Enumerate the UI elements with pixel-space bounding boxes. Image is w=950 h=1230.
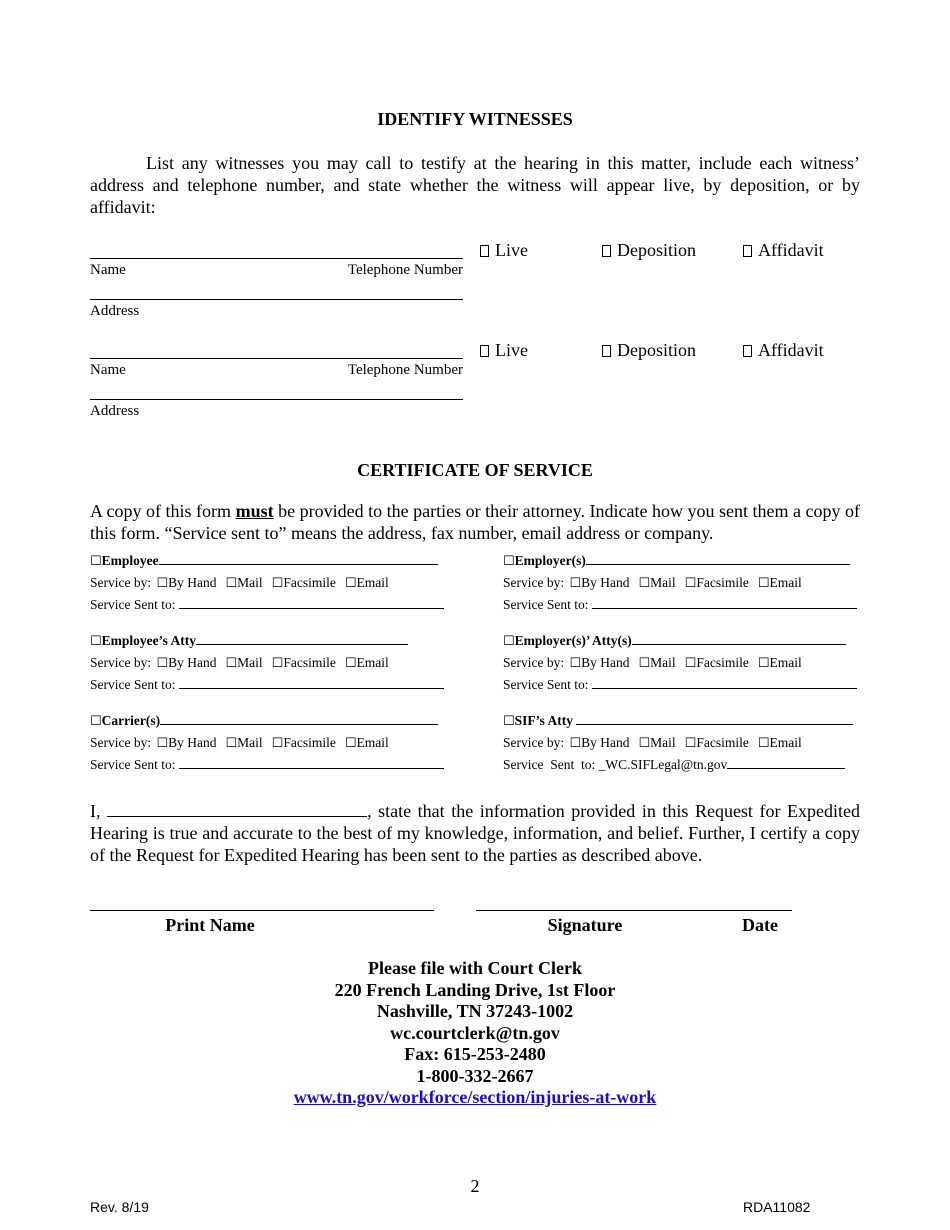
party-line[interactable]: [90, 553, 447, 575]
service-method-option[interactable]: ☐Mail: [638, 735, 676, 751]
service-method-option[interactable]: ☐Facsimile: [271, 655, 336, 671]
checkbox-icon[interactable]: ☐: [344, 736, 357, 751]
witness-2-name-label: Name: [90, 362, 126, 378]
service-by-line: Service by: ☐By Hand ☐Mail ☐Facsimile ☐Email: [90, 735, 389, 751]
signature-label: Signature: [547, 915, 623, 935]
service-method-option[interactable]: ☐Facsimile: [684, 735, 749, 751]
service-block: [90, 553, 447, 613]
attestation-name-blank[interactable]: [107, 802, 367, 817]
party-name-blank[interactable]: [160, 713, 438, 725]
service-by-line: Service by: ☐By Hand ☐Mail ☐Facsimile ☐Email: [503, 735, 802, 751]
service-method-option[interactable]: ☐Email: [344, 575, 389, 591]
service-method-option[interactable]: ☐Mail: [638, 655, 676, 671]
checkbox-icon[interactable]: ☐: [638, 656, 651, 671]
service-method-option[interactable]: ☐By Hand: [156, 575, 217, 591]
service-method-option[interactable]: ☐By Hand: [156, 735, 217, 751]
party-name-blank[interactable]: [632, 633, 846, 645]
checkbox-icon[interactable]: [602, 345, 611, 357]
witness-1-address-line[interactable]: [90, 299, 463, 300]
party-line[interactable]: [90, 713, 447, 735]
service-method-option[interactable]: ☐Mail: [225, 735, 263, 751]
party-line[interactable]: [503, 553, 860, 575]
checkbox-icon[interactable]: ☐: [569, 656, 582, 671]
witness-2-name-line[interactable]: [90, 358, 463, 359]
party-label: Employer(s)’ Atty(s): [514, 633, 632, 648]
service-method-option[interactable]: ☐Facsimile: [684, 575, 749, 591]
party-name-blank[interactable]: [196, 633, 408, 645]
page-number: 2: [470, 1176, 480, 1196]
checkbox-icon[interactable]: ☐: [271, 656, 284, 671]
party-label: Employee’s Atty: [101, 633, 197, 648]
checkbox-icon[interactable]: ☐: [156, 576, 169, 591]
checkbox-icon[interactable]: ☐: [90, 714, 102, 729]
date-label: Date: [742, 915, 778, 935]
party-label: Employer(s): [514, 553, 586, 568]
witness-2-address-line[interactable]: [90, 399, 463, 400]
checkbox-icon[interactable]: ☐: [684, 576, 697, 591]
service-method-option[interactable]: ☐By Hand: [156, 655, 217, 671]
filing-line-2: 220 French Landing Drive, 1st Floor: [334, 979, 616, 1000]
checkbox-icon[interactable]: ☐: [503, 554, 515, 569]
service-sent-to-line: Service Sent to:: [90, 597, 447, 613]
checkbox-icon[interactable]: [480, 345, 489, 357]
checkbox-icon[interactable]: [602, 245, 611, 257]
witness-1-name-label: Name: [90, 262, 126, 278]
checkbox-icon[interactable]: ☐: [684, 736, 697, 751]
witness-1-phone-label: Telephone Number: [347, 262, 463, 278]
checkbox-icon[interactable]: [743, 345, 752, 357]
filing-line-3: Nashville, TN 37243-1002: [376, 1001, 574, 1021]
print-name-label: Print Name: [165, 915, 255, 935]
witness-2-deposition-option[interactable]: Deposition: [602, 340, 696, 361]
service-method-option[interactable]: ☐By Hand: [569, 655, 630, 671]
service-by-line: Service by: ☐By Hand ☐Mail ☐Facsimile ☐Email: [90, 655, 389, 671]
filing-info: [0, 958, 950, 1109]
checkbox-icon[interactable]: [480, 245, 489, 257]
service-method-option[interactable]: ☐Email: [757, 655, 802, 671]
witness-1-name-line[interactable]: [90, 258, 463, 259]
service-by-line: Service by: ☐By Hand ☐Mail ☐Facsimile ☐Email: [503, 655, 802, 671]
witness-1-address-label: Address: [90, 303, 140, 319]
witness-1-deposition-option[interactable]: Deposition: [602, 240, 696, 261]
party-line[interactable]: [90, 633, 447, 655]
sent-to-blank[interactable]: [592, 677, 857, 689]
form-id: RDA11082: [743, 1199, 811, 1215]
checkbox-icon[interactable]: ☐: [569, 736, 582, 751]
certificate-intro: A copy of this form must be provided to the parties or their attorney. Indicate how you sent them a copy of this form. “Service sent to” means the address, fax number, email address or company.: [90, 501, 860, 543]
checkbox-icon[interactable]: ☐: [757, 736, 770, 751]
checkbox-icon[interactable]: ☐: [225, 576, 238, 591]
service-sent-to-line: Service Sent to:: [90, 677, 447, 693]
service-block: [503, 553, 860, 613]
signature-date-line[interactable]: [476, 910, 792, 911]
service-by-line: Service by: ☐By Hand ☐Mail ☐Facsimile ☐Email: [503, 575, 802, 591]
checkbox-icon[interactable]: ☐: [503, 714, 515, 729]
service-sent-to-line: Service Sent to:: [503, 597, 860, 613]
checkbox-icon[interactable]: ☐: [225, 656, 238, 671]
service-block: [90, 713, 447, 773]
party-label: Carrier(s): [101, 713, 161, 728]
certificate-title: CERTIFICATE OF SERVICE: [357, 460, 593, 480]
party-line[interactable]: [503, 713, 860, 735]
party-line[interactable]: [503, 633, 860, 655]
checkbox-icon[interactable]: ☐: [90, 554, 102, 569]
checkbox-icon[interactable]: ☐: [638, 736, 651, 751]
service-method-option[interactable]: ☐Mail: [638, 575, 676, 591]
party-name-blank[interactable]: [598, 713, 853, 725]
service-method-option[interactable]: ☐Facsimile: [684, 655, 749, 671]
print-name-line[interactable]: [90, 910, 434, 911]
service-method-option[interactable]: ☐By Hand: [569, 575, 630, 591]
service-method-option[interactable]: ☐Email: [344, 735, 389, 751]
filing-website-link[interactable]: www.tn.gov/workforce/section/injuries-at-work: [293, 1087, 657, 1107]
service-method-option[interactable]: ☐Email: [757, 735, 802, 751]
service-block: [503, 633, 860, 693]
party-name-blank[interactable]: [159, 553, 438, 565]
service-by-line: Service by: ☐By Hand ☐Mail ☐Facsimile ☐Email: [90, 575, 389, 591]
sent-to-value[interactable]: _WC.SIFLegal@tn.gov: [598, 757, 728, 772]
filing-line-1: Please file with Court Clerk: [368, 958, 582, 978]
attestation: I, , state that the information provided in this Request for Expedited Hearing is true and accurate to the best of my knowledge, information, and belief. Further, I certify a copy of the Request for Expedited Hearing has been sent to the parties as described above.: [90, 801, 861, 865]
witness-2-address-label: Address: [90, 403, 140, 419]
checkbox-icon[interactable]: ☐: [90, 634, 102, 649]
witness-1-live-option[interactable]: Live: [480, 240, 528, 261]
filing-fax: Fax: 615-253-2480: [404, 1044, 546, 1064]
party-label: SIF’s Atty: [514, 713, 574, 728]
service-method-option[interactable]: ☐Email: [757, 575, 802, 591]
checkbox-icon[interactable]: ☐: [271, 736, 284, 751]
service-sent-to-line: Service Sent to:: [90, 757, 447, 773]
sent-to-blank[interactable]: [179, 597, 444, 609]
checkbox-icon[interactable]: ☐: [344, 576, 357, 591]
filing-phone: 1-800-332-2667: [416, 1065, 534, 1086]
service-sent-to-line: Service Sent to: _WC.SIFLegal@tn.gov: [503, 757, 860, 773]
service-block: [503, 713, 860, 773]
service-method-option[interactable]: ☐Facsimile: [271, 735, 336, 751]
service-method-option[interactable]: ☐By Hand: [569, 735, 630, 751]
service-sent-to-line: Service Sent to:: [503, 677, 860, 693]
service-block: [90, 633, 447, 693]
sent-to-blank[interactable]: [179, 677, 444, 689]
checkbox-icon[interactable]: ☐: [757, 576, 770, 591]
checkbox-icon[interactable]: ☐: [638, 576, 651, 591]
sent-to-blank[interactable]: [179, 757, 444, 769]
checkbox-icon[interactable]: ☐: [503, 634, 515, 649]
party-name-blank[interactable]: [586, 553, 850, 565]
service-method-option[interactable]: ☐Mail: [225, 655, 263, 671]
checkbox-icon[interactable]: ☐: [156, 736, 169, 751]
checkbox-icon[interactable]: ☐: [156, 656, 169, 671]
checkbox-icon[interactable]: [743, 245, 752, 257]
service-method-option[interactable]: ☐Mail: [225, 575, 263, 591]
revision-label: Rev. 8/19: [90, 1199, 149, 1215]
witness-2-affidavit-option[interactable]: Affidavit: [743, 340, 824, 361]
checkbox-icon[interactable]: ☐: [684, 656, 697, 671]
service-method-option[interactable]: ☐Email: [344, 655, 389, 671]
checkbox-icon[interactable]: ☐: [569, 576, 582, 591]
witnesses-title: IDENTIFY WITNESSES: [377, 109, 573, 129]
checkbox-icon[interactable]: ☐: [271, 576, 284, 591]
filing-email[interactable]: wc.courtclerk@tn.gov: [390, 1022, 560, 1043]
witness-2-live-option[interactable]: Live: [480, 340, 528, 361]
checkbox-icon[interactable]: ☐: [225, 736, 238, 751]
checkbox-icon[interactable]: ☐: [344, 656, 357, 671]
witnesses-intro: List any witnesses you may call to testify at the hearing in this matter, include each witness’ address and telephone number, and state whether the witness will appear live, by deposition, or by affidavit:: [90, 153, 860, 217]
party-label: Employee: [101, 553, 159, 568]
witness-2-phone-label: Telephone Number: [347, 362, 463, 378]
witness-1-affidavit-option[interactable]: Affidavit: [743, 240, 824, 261]
sent-to-blank[interactable]: [592, 597, 857, 609]
service-method-option[interactable]: ☐Facsimile: [271, 575, 336, 591]
checkbox-icon[interactable]: ☐: [757, 656, 770, 671]
